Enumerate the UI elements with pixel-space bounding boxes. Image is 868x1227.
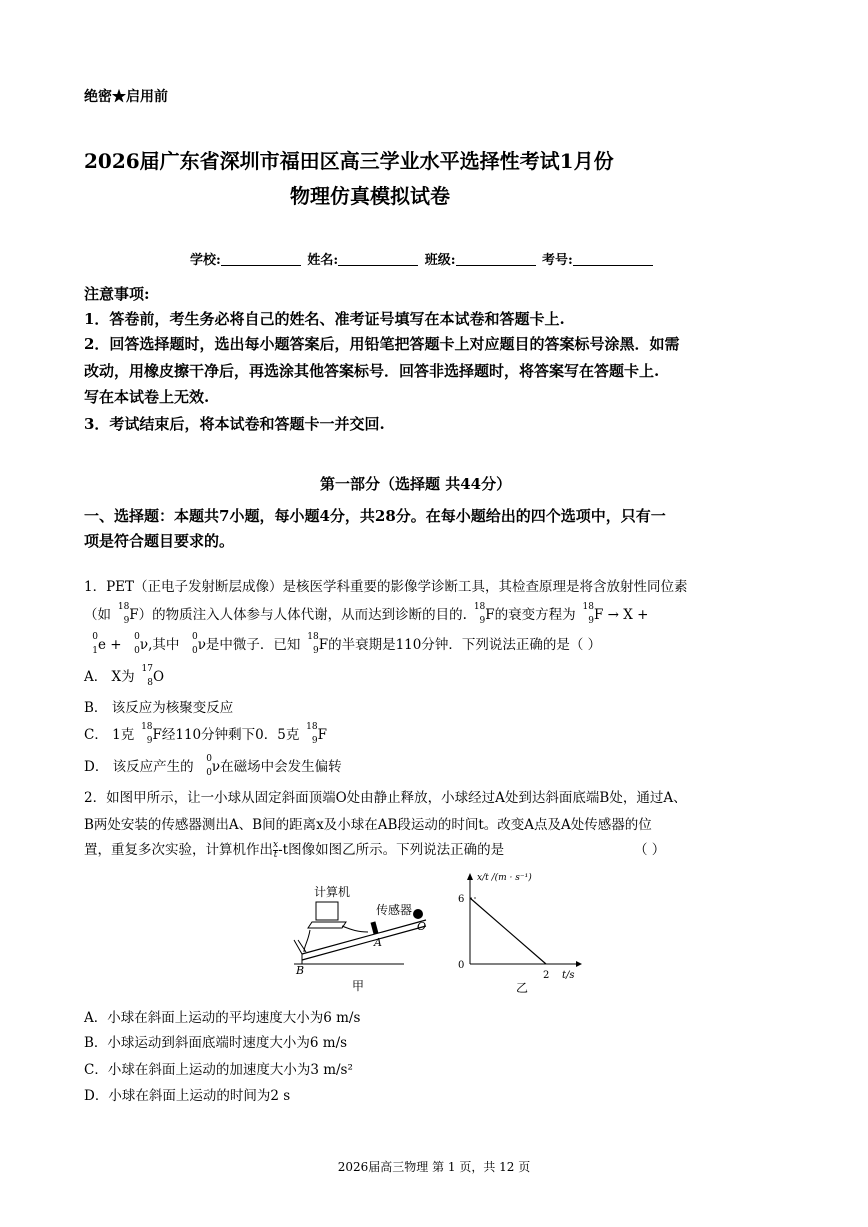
nuclide-o17: 17 8 — [141, 663, 153, 688]
x-axis-arrow — [576, 961, 582, 967]
q2-text-line2: B两处安装的传感器测出A、B间的距离x及小球在AB段运动的时间t。改变A点及A处传感器的位 — [84, 817, 652, 833]
nuclide-f18: 18 9 — [473, 601, 486, 626]
q1-text-line1: 1．PET（正电子发射断层成像）是核医学科重要的影像学诊断工具，其检查原理是将含放射性同位素 — [84, 579, 688, 595]
q2-option-d[interactable]: D．小球在斜面上运动的时间为2 s — [84, 1088, 291, 1104]
figure-caption-a: 甲 — [352, 979, 365, 993]
tick-label-origin: 0 — [458, 960, 465, 971]
x-over-t-fraction: $\frac{x}{t}$ — [273, 840, 279, 860]
nuclide-f18: 18 9 — [307, 631, 319, 656]
nuclide-f18: 18 9 — [306, 721, 318, 746]
figure-incline-apparatus — [280, 872, 450, 997]
notice-heading: 注意事项: — [84, 285, 150, 303]
class-blank[interactable] — [456, 253, 536, 266]
q2-text-line1: 2．如图甲所示，让一小球从固定斜面顶端O处由静止释放，小球经过A处到达斜面底端B处，通过A、 — [84, 790, 687, 806]
section-title: 第一部分（选择题 共44分） — [320, 475, 512, 493]
figure-caption-b: 乙 — [516, 981, 529, 995]
part-instructions-line2: 项是符合题目要求的。 — [84, 532, 235, 550]
exam-no-label: 考号: — [542, 253, 573, 268]
data-series-line — [470, 898, 546, 964]
label-b: B — [296, 964, 305, 977]
q2-option-c[interactable]: C．小球在斜面上运动的加速度大小为3 m/s² — [84, 1062, 353, 1078]
label-a: A — [374, 936, 382, 949]
notice-item: 改动，用橡皮擦干净后，再选涂其他答案标号．回答非选择题时，将答案写在答题卡上. — [84, 362, 660, 380]
q2-option-b[interactable]: B．小球运动到斜面底端时速度大小为6 m/s — [84, 1035, 348, 1051]
part-instructions-line1: 一、选择题：本题共7小题，每小题4分，共28分。在每小题给出的四个选项中，只有一 — [84, 507, 666, 525]
school-label: 学校: — [190, 253, 221, 268]
school-blank[interactable] — [221, 253, 301, 266]
exam-title-line2: 物理仿真模拟试卷 — [290, 184, 450, 208]
notice-item: 写在本试卷上无效. — [84, 388, 210, 406]
ball-icon — [413, 909, 423, 919]
label-sensor: 传感器 — [376, 903, 413, 917]
q1-text-line3: 0 1 e + 0 0 ν,其中 0 0 ν是中微子．已知 18 9 F的半衰期是110分钟．下列说法正确的是（ ） — [84, 633, 601, 656]
nuclide-f18: 18 9 — [117, 601, 130, 626]
tick-label-y6: 6 — [458, 894, 465, 905]
exam-title-line1: 2026届广东省深圳市福田区高三学业水平选择性考试1月份 — [84, 149, 614, 173]
nuclide-positron: 0 1 — [92, 631, 98, 656]
q1-option-b[interactable]: B． 该反应为核聚变反应 — [84, 700, 234, 716]
student-info-row — [190, 249, 655, 268]
notice-item: 2．回答选择题时，选出每小题答案后，用铅笔把答题卡上对应题目的答案标号涂黑．如需 — [84, 335, 680, 353]
q1-option-c[interactable]: C． 1克 18 9 F经110分钟剩下0．5克 18 9 F — [84, 721, 327, 746]
tick-label-x2: 2 — [543, 970, 550, 981]
q1-option-a[interactable]: A． X为 17 8 O — [84, 663, 165, 688]
q1-option-d[interactable]: D． 该反应产生的 0 0 ν在磁场中会发生偏转 — [84, 753, 342, 778]
secret-label: 绝密★启用前 — [84, 89, 168, 105]
y-axis-label: x/t /(m · s⁻¹) — [477, 873, 532, 883]
sensor-icon — [371, 921, 379, 934]
name-blank[interactable] — [338, 253, 418, 266]
q1-text-line2: （如 18 9 F）的物质注入人体参与人体代谢，从而达到诊断的目的. 18 9 F的衰变方程为 18 9 F → X + — [84, 601, 649, 626]
computer-icon — [316, 902, 338, 920]
nuclide-neutrino: 0 0 — [206, 753, 212, 778]
q2-text-line3: 置，重复多次实验，计算机作出 $\frac{x}{t}$ -t图像如图乙所示。下列说法正确的是 — [84, 840, 505, 860]
label-o: O — [417, 920, 427, 933]
name-label: 姓名: — [307, 253, 339, 268]
nuclide-f18: 18 9 — [141, 721, 153, 746]
notice-item: 3．考试结束后，将本试卷和答题卡一并交回. — [84, 415, 385, 433]
nuclide-neutrino: 0 0 — [134, 631, 140, 656]
notice-item: 1．答卷前，考生务必将自己的姓名、准考证号填写在本试卷和答题卡上. — [84, 310, 565, 328]
page-footer: 2026届高三物理 第 1 页，共 12 页 — [337, 1160, 531, 1174]
q2-answer-paren: （ ） — [634, 842, 666, 858]
figure-xt-graph — [450, 868, 590, 998]
q2-option-a[interactable]: A．小球在斜面上运动的平均速度大小为6 m/s — [84, 1010, 361, 1026]
exam-no-blank[interactable] — [573, 253, 653, 266]
label-computer: 计算机 — [314, 885, 351, 899]
nuclide-neutrino: 0 0 — [191, 631, 198, 656]
nuclide-f18: 18 9 — [582, 601, 594, 626]
class-label: 班级: — [424, 253, 456, 268]
x-axis-label: t/s — [562, 970, 575, 981]
y-axis-arrow — [467, 873, 473, 880]
